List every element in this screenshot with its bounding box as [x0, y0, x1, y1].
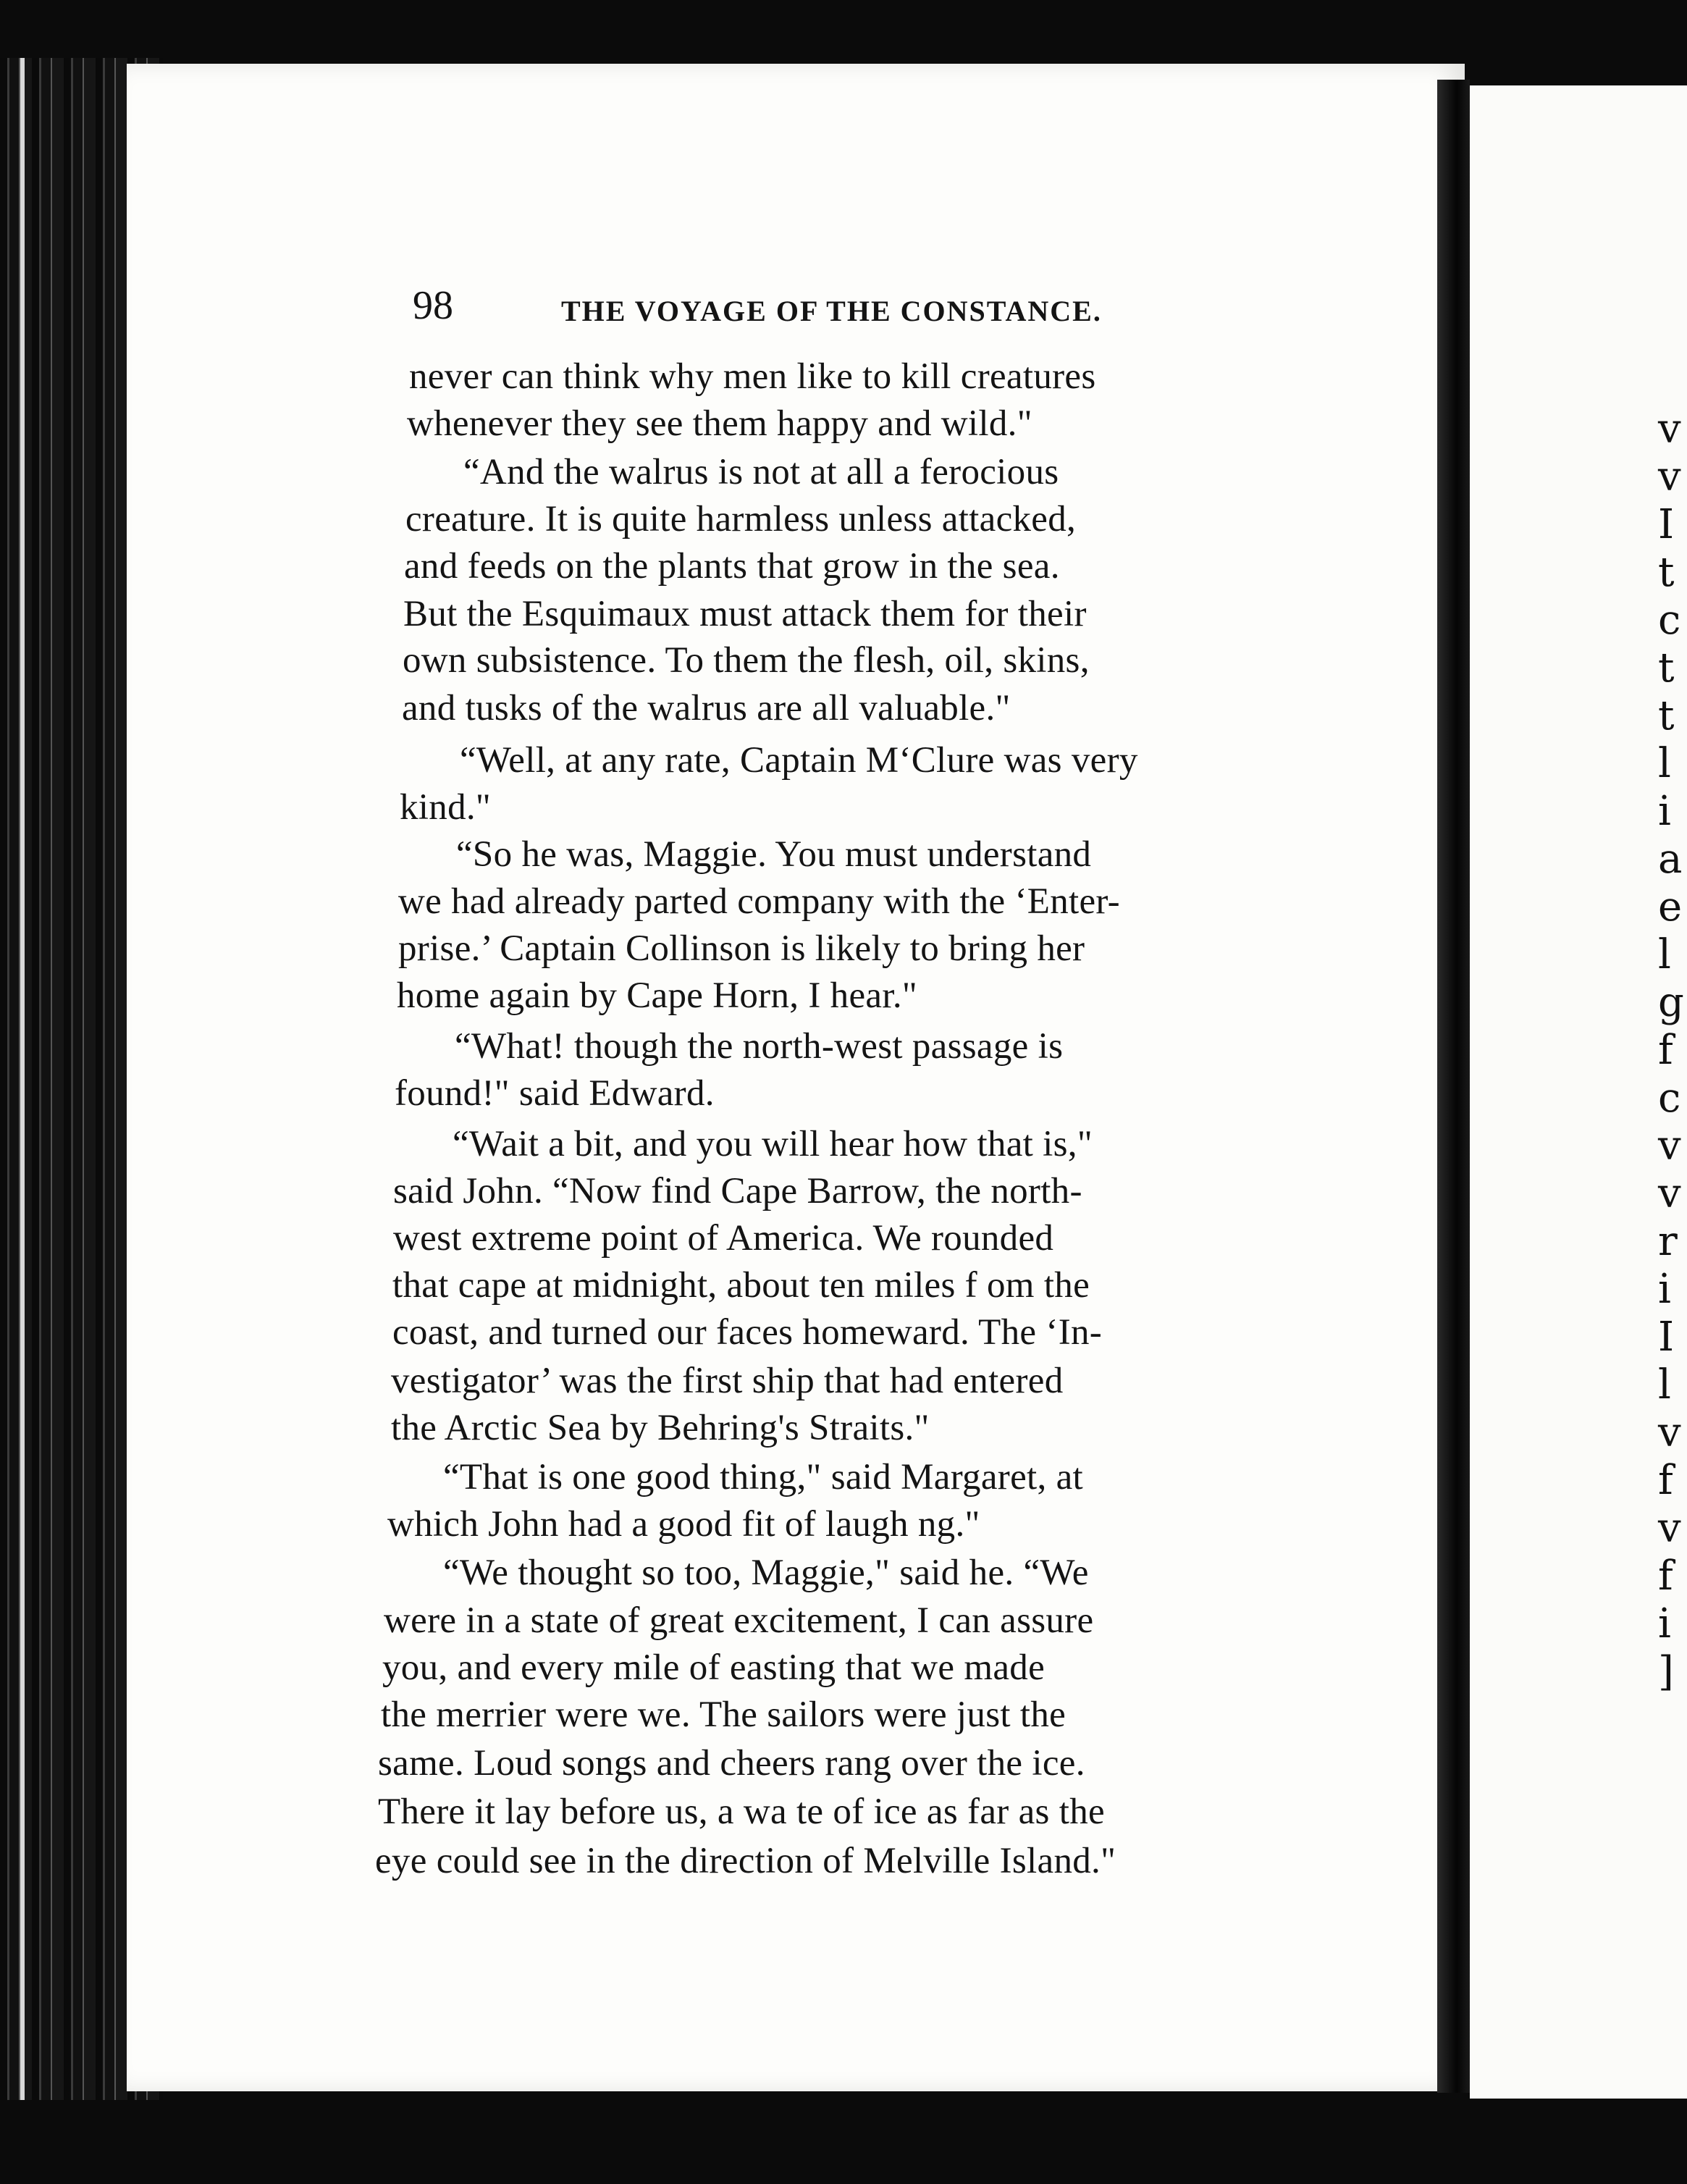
facing-page-letter: t [1658, 692, 1675, 739]
page-header [413, 282, 1137, 340]
text-line: that cape at midnight, about ten miles f om the [392, 1265, 1090, 1306]
facing-page-letter: i [1658, 1600, 1671, 1647]
facing-page-letter: a [1658, 836, 1683, 883]
facing-page-letter: v [1658, 1409, 1681, 1456]
text-line: “Wait a bit, and you will hear how that is," [453, 1124, 1093, 1164]
text-line: the Arctic Sea by Behring's Straits." [391, 1408, 930, 1448]
text-line: never can think why men like to kill creatures [409, 356, 1096, 397]
facing-page-letter: v [1658, 1170, 1681, 1217]
text-line: creature. It is quite harmless unless attacked, [405, 499, 1077, 539]
facing-page-letter: f [1658, 1027, 1673, 1074]
facing-page-letter: c [1658, 597, 1681, 644]
text-line: same. Loud songs and cheers rang over the ice. [378, 1743, 1085, 1784]
text-line: we had already parted company with the ‘Enter- [398, 881, 1120, 922]
facing-page-letter: i [1658, 788, 1671, 835]
text-line: eye could see in the direction of Melville Island." [375, 1841, 1116, 1881]
text-line: “And the walrus is not at all a ferocious [463, 452, 1059, 492]
facing-page-letter: c [1658, 1075, 1681, 1122]
text-line: prise.’ Captain Collinson is likely to bring her [398, 928, 1085, 969]
facing-page-letter: f [1658, 1553, 1673, 1600]
text-line: “Well, at any rate, Captain M‘Clure was very [460, 740, 1138, 781]
facing-page-letter: e [1658, 883, 1683, 931]
text-line: west extreme point of America. We rounded [393, 1218, 1054, 1259]
facing-page-letter: t [1658, 644, 1675, 692]
text-line: whenever they see them happy and wild." [407, 403, 1032, 444]
facing-page-letter: r [1658, 1218, 1678, 1265]
text-line: were in a state of great excitement, I can assure [384, 1600, 1094, 1641]
text-line: the merrier were we. The sailors were just the [381, 1694, 1067, 1735]
text-line: and feeds on the plants that grow in the sea. [404, 546, 1060, 587]
facing-page-letter: t [1658, 549, 1675, 596]
facing-page-letter: I [1658, 1314, 1675, 1361]
text-line: home again by Cape Horn, I hear." [397, 975, 917, 1016]
facing-page-letter: l [1658, 931, 1671, 978]
text-line: “What! though the north-west passage is [455, 1026, 1064, 1067]
facing-page-letter: I [1658, 501, 1675, 548]
text-line: kind." [400, 787, 492, 828]
text-line: found!" said Edward. [395, 1073, 715, 1114]
facing-page-letter: g [1658, 979, 1684, 1026]
text-line: “So he was, Maggie. You must understand [456, 834, 1092, 875]
text-line: coast, and turned our faces homeward. The ‘In- [392, 1312, 1103, 1353]
text-line: But the Esquimaux must attack them for their [403, 594, 1087, 634]
facing-page-letter: v [1658, 406, 1681, 453]
facing-page-letter: v [1658, 453, 1681, 500]
text-line: which John had a good fit of laugh ng." [387, 1504, 980, 1545]
facing-page-letter: v [1658, 1122, 1681, 1169]
text-line: vestigator’ was the first ship that had entered [391, 1361, 1064, 1401]
text-line: “We thought so too, Maggie," said he. “We [443, 1553, 1089, 1593]
page-number: 98 [413, 283, 453, 328]
text-line: “That is one good thing," said Margaret, at [443, 1457, 1083, 1498]
facing-page-letter: ] [1658, 1648, 1674, 1695]
text-line: own subsistence. To them the flesh, oil, skins, [403, 640, 1090, 681]
facing-page-letter: l [1658, 1361, 1671, 1408]
text-line: you, and every mile of easting that we made [382, 1647, 1046, 1688]
text-line: There it lay before us, a wa te of ice as far as the [378, 1792, 1105, 1832]
text-line: and tusks of the walrus are all valuable." [402, 688, 1011, 728]
facing-page-letter: v [1658, 1505, 1681, 1552]
facing-page-letter: l [1658, 740, 1671, 787]
running-head: THE VOYAGE OF THE CONSTANCE. [561, 295, 1102, 327]
text-line: said John. “Now find Cape Barrow, the north- [393, 1171, 1082, 1211]
facing-page-letter: f [1658, 1457, 1673, 1504]
facing-page-letter: i [1658, 1266, 1671, 1313]
